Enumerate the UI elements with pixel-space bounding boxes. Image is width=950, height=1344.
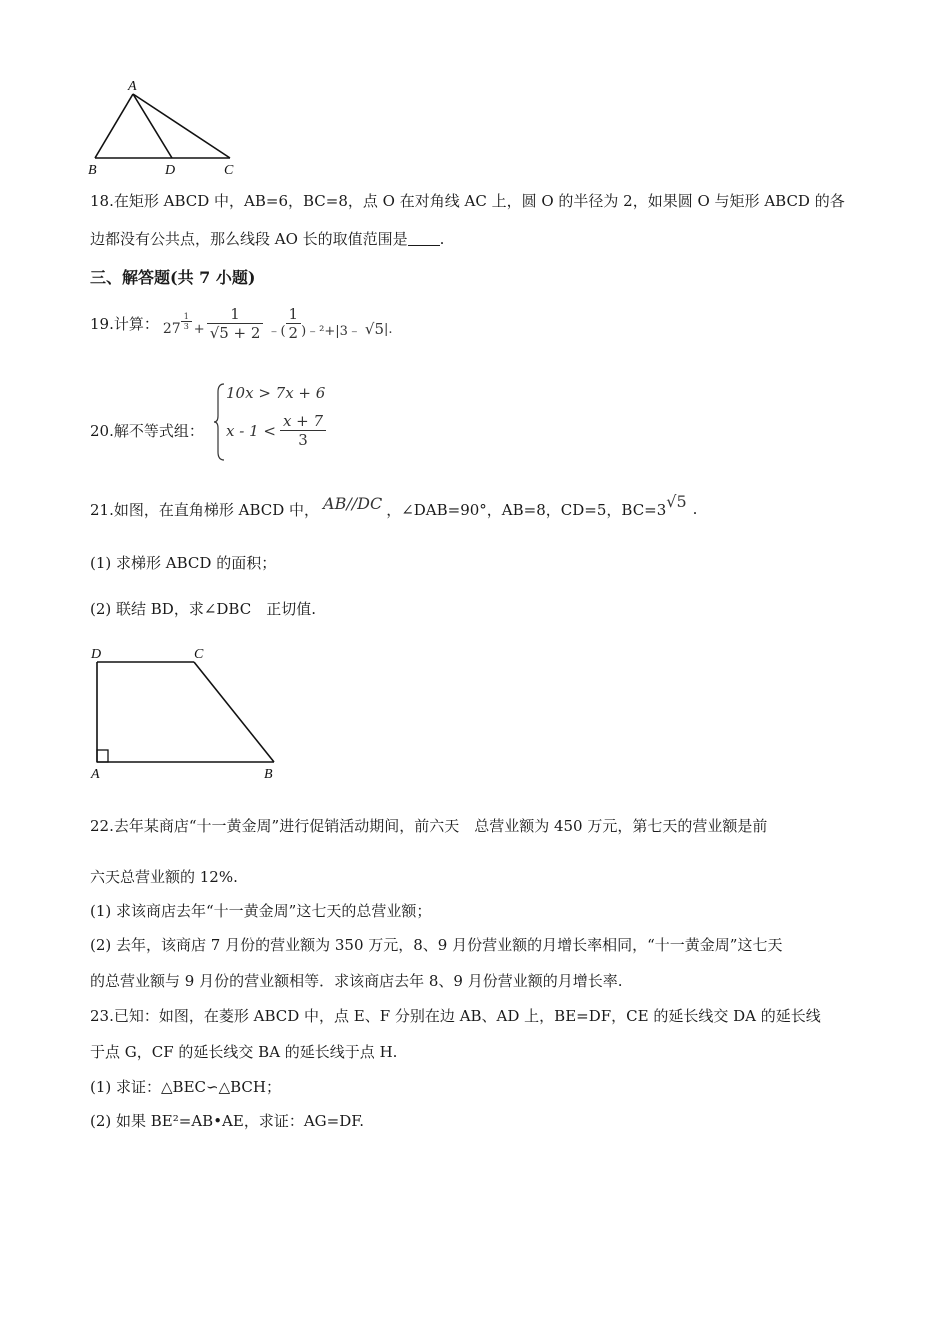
question-22-part-2-line-2: 的总营业额与 9 月份的营业额相等．求该商店去年 8、9 月份营业额的月增长率. — [90, 972, 623, 990]
inequality-2 — [226, 412, 326, 449]
question-21-part-1: (1) 求梯形 ABCD 的面积； — [90, 554, 277, 572]
vertex-label-b: B — [264, 767, 273, 782]
exponent-numerator: 1 — [181, 312, 192, 322]
question-20-label: 20.解不等式组： — [90, 422, 204, 440]
question-18-line-1: 18.在矩形 ABCD 中，AB=6，BC=8，点 O 在对角线 AC 上，圆 O 的半径为 2，如果圆 O 与矩形 ABCD 的各 — [90, 192, 845, 210]
side-ac — [133, 94, 230, 158]
fraction-denominator: √5 + 2 — [209, 323, 261, 342]
inequality-2-denominator: 3 — [298, 431, 308, 449]
half-denominator: 2 — [288, 323, 299, 342]
question-23-line-1: 23.已知：如图，在菱形 ABCD 中，点 E、F 分别在边 AB、AD 上，BE=DF，CE 的延长线交 DA 的延长线 — [90, 1007, 821, 1025]
vertex-label-c: C — [224, 163, 234, 178]
parallel-expr: AB//DC — [323, 493, 383, 513]
power-base: 27 — [162, 321, 181, 337]
question-22-part-1: (1) 求该商店去年“十一黄金周”这七天的总营业额； — [90, 902, 432, 920]
inequality-2-fraction — [280, 412, 326, 449]
exponent-and-abs: )﹣²+|3﹣ — [301, 323, 361, 339]
question-19-end: |. — [384, 321, 393, 337]
vertex-label-a: A — [128, 79, 137, 94]
minus-paren: ﹣( — [267, 323, 286, 339]
question-23-part-2: (2) 如果 BE²=AB•AE，求证：AG=DF. — [90, 1112, 365, 1130]
side-ab — [95, 94, 133, 158]
vertex-label-c: C — [194, 647, 204, 662]
system-brace — [212, 382, 226, 462]
question-21-text: 21.如图，在直角梯形 ABCD 中， — [90, 500, 320, 519]
answer-blank[interactable] — [408, 231, 440, 246]
exponent-denominator: 3 — [183, 321, 189, 331]
trapezoid-figure — [84, 640, 284, 782]
vertex-label-d: D — [165, 163, 176, 178]
question-22-part-2-line-1: (2) 去年，该商店 7 月份的营业额为 350 万元，8、9 月份营业额的月增长率相同，“十一黄金周”这七天 — [90, 936, 783, 954]
fraction-half — [286, 305, 302, 342]
question-18-text: 边都没有公共点，那么线段 AO 长的取值范围是 — [90, 230, 408, 248]
side-cb — [194, 662, 274, 762]
question-19-label: 19.计算： — [90, 314, 159, 333]
question-18-end: . — [439, 230, 445, 248]
segment-ad — [133, 94, 172, 158]
triangle-figure — [80, 76, 250, 178]
vertex-label-d: D — [91, 647, 102, 662]
question-21-end: . — [692, 500, 698, 518]
question-22-line-1: 22.去年某商店“十一黄金周”进行促销活动期间，前六天 总营业额为 450 万元，第七天的营业额是前 — [90, 817, 768, 835]
plus-sign: + — [193, 321, 205, 337]
fraction-numerator: 1 — [207, 305, 264, 324]
question-21-conditions: ，∠DAB=90°，AB=8，CD=5，BC=3 — [386, 500, 667, 519]
section-title: 三、解答题(共 7 小题) — [90, 268, 256, 287]
inequality-2-left: x - 1 < — [226, 421, 276, 440]
question-19 — [90, 298, 393, 348]
half-numerator: 1 — [286, 305, 302, 324]
vertex-label-b: B — [88, 163, 97, 178]
fraction-one-over-root — [207, 305, 264, 342]
question-21-line-1 — [90, 492, 697, 526]
question-18-line-2 — [90, 228, 444, 249]
question-22-line-2: 六天总营业额的 12%. — [90, 868, 238, 886]
inequality-2-numerator: x + 7 — [280, 412, 326, 431]
question-23-part-1: (1) 求证：△BEC∽△BCH； — [90, 1078, 281, 1096]
question-21-part-2: (2) 联结 BD，求∠DBC 正切值. — [90, 600, 316, 618]
question-23-line-2: 于点 G，CF 的延长线交 BA 的延长线于点 H. — [90, 1043, 398, 1061]
power-exponent — [181, 312, 192, 331]
right-angle-mark — [97, 750, 108, 762]
vertex-label-a: A — [91, 767, 100, 782]
inequality-1: 10x > 7x + 6 — [226, 384, 326, 402]
sqrt-five: √5 — [364, 320, 384, 338]
sqrt-five-bc: √5 — [666, 491, 687, 511]
